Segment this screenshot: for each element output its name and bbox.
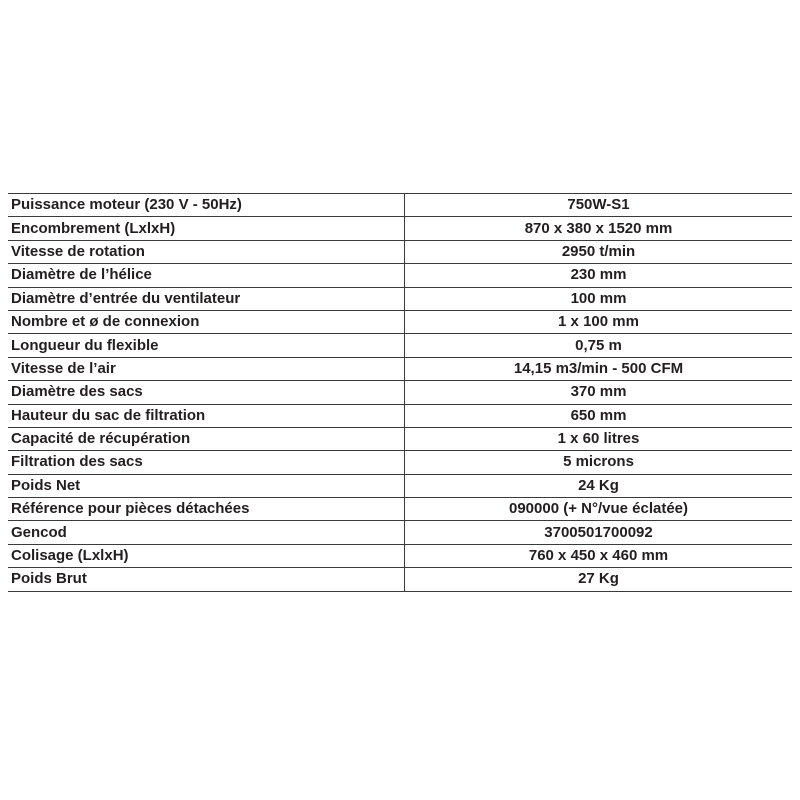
spec-label: Référence pour pièces détachées [8, 498, 405, 521]
table-row [8, 427, 792, 450]
spec-value: 370 mm [405, 381, 793, 404]
spec-label: Poids Brut [8, 568, 405, 591]
table-row [8, 217, 792, 240]
spec-table [8, 193, 792, 592]
table-row [8, 404, 792, 427]
spec-label: Diamètre de l’hélice [8, 264, 405, 287]
spec-label: Diamètre d’entrée du ventilateur [8, 287, 405, 310]
table-row [8, 474, 792, 497]
table-row [8, 544, 792, 567]
spec-value: 870 x 380 x 1520 mm [405, 217, 793, 240]
spec-label: Vitesse de l’air [8, 357, 405, 380]
spec-label: Puissance moteur (230 V - 50Hz) [8, 194, 405, 217]
table-row [8, 240, 792, 263]
table-row [8, 287, 792, 310]
table-row [8, 451, 792, 474]
spec-value: 5 microns [405, 451, 793, 474]
spec-label: Vitesse de rotation [8, 240, 405, 263]
spec-table-body [8, 194, 792, 592]
spec-value: 750W-S1 [405, 194, 793, 217]
spec-label: Filtration des sacs [8, 451, 405, 474]
spec-label: Gencod [8, 521, 405, 544]
spec-label: Colisage (LxlxH) [8, 544, 405, 567]
spec-value: 2950 t/min [405, 240, 793, 263]
spec-value: 650 mm [405, 404, 793, 427]
spec-value: 090000 (+ N°/vue éclatée) [405, 498, 793, 521]
spec-value: 0,75 m [405, 334, 793, 357]
spec-label: Nombre et ø de connexion [8, 310, 405, 333]
spec-value: 14,15 m3/min - 500 CFM [405, 357, 793, 380]
spec-value: 1 x 100 mm [405, 310, 793, 333]
spec-label: Longueur du flexible [8, 334, 405, 357]
spec-label: Capacité de récupération [8, 427, 405, 450]
table-row [8, 194, 792, 217]
spec-value: 24 Kg [405, 474, 793, 497]
spec-value: 100 mm [405, 287, 793, 310]
table-row [8, 334, 792, 357]
table-row [8, 264, 792, 287]
spec-label: Hauteur du sac de filtration [8, 404, 405, 427]
spec-value: 1 x 60 litres [405, 427, 793, 450]
spec-value: 27 Kg [405, 568, 793, 591]
spec-label: Poids Net [8, 474, 405, 497]
table-row [8, 357, 792, 380]
spec-label: Encombrement (LxlxH) [8, 217, 405, 240]
spec-label: Diamètre des sacs [8, 381, 405, 404]
table-row [8, 568, 792, 591]
table-row [8, 381, 792, 404]
spec-value: 3700501700092 [405, 521, 793, 544]
spec-value: 230 mm [405, 264, 793, 287]
table-row [8, 498, 792, 521]
table-row [8, 310, 792, 333]
spec-value: 760 x 450 x 460 mm [405, 544, 793, 567]
table-row [8, 521, 792, 544]
